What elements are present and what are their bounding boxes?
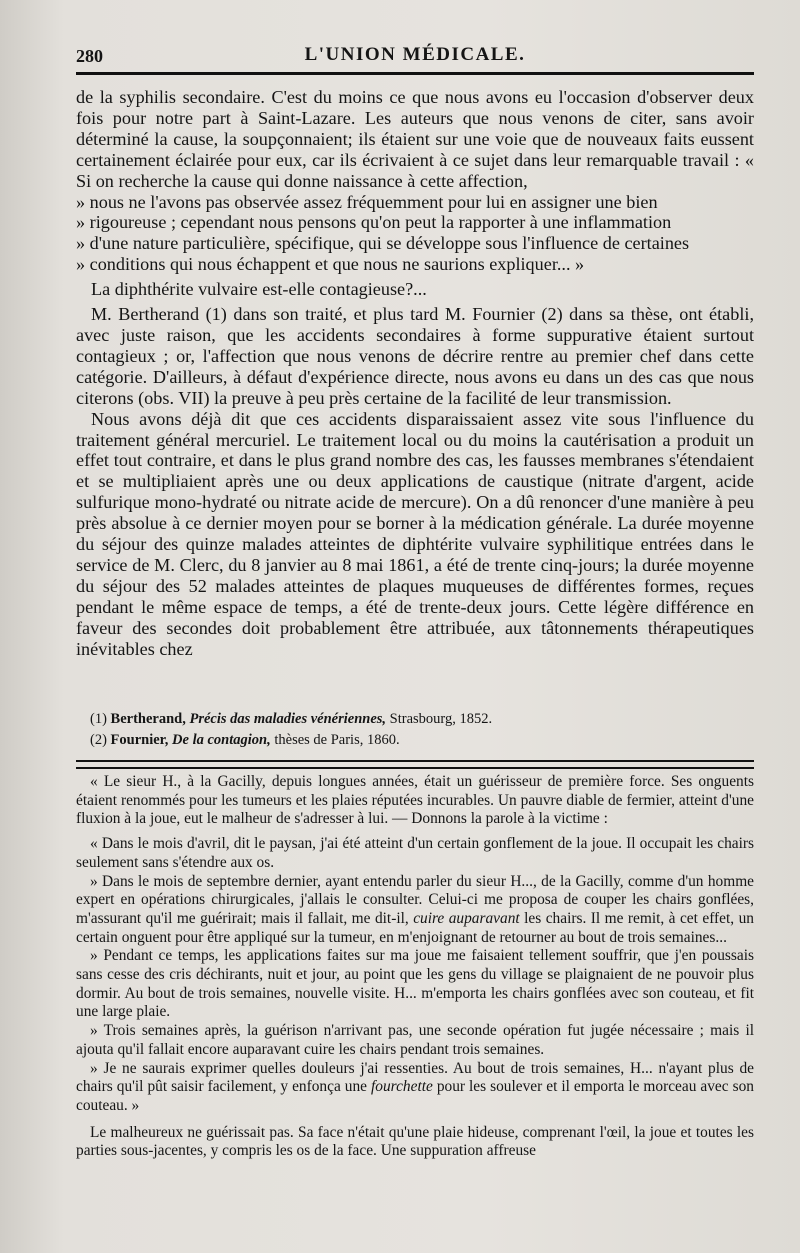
quote-line: » rigoureuse ; cependant nous pensons qu'on peut la rapporter à une inflammation — [76, 212, 672, 233]
running-head: L'UNION MÉDICALE. — [304, 44, 526, 65]
footnote-marker: (1) — [90, 711, 107, 727]
paragraph: de la syphilis secondaire. C'est du moins ce que nous avons eu l'occasion d'observer deux fois pour notre part à Saint-Lazare. Les auteurs que nous venons de citer, sans avoir déterminé la cause, la soupçonnaient; ils étaient sur une voie que de nouveaux faits eussent certainement éclairée pour eux, car ils écrivaient à ce sujet dans leur remarquable travail : « Si on recherche la cause qui donne naissance à cette affection, — [76, 87, 754, 191]
footnote-source: thèses de Paris, 1860. — [274, 732, 400, 748]
page-header — [76, 36, 754, 66]
paragraph — [76, 1060, 754, 1116]
footnote-marker: (2) — [90, 732, 107, 748]
footnotes — [90, 709, 754, 751]
paragraph: M. Bertherand (1) dans son traité, et plus tard M. Fournier (2) dans sa thèse, ont établi, avec juste raison, que les accidents secondaires à forme suppurative étaient surtout contagieux ; or, l'affection que nous venons de décrire rentre au premier chef dans cette catégorie. D'ailleurs, à défaut d'expérience directe, nous avons eu dans un des cas que nous citerons (obs. VII) la preuve à peu près certaine de la facilité de leur transmission. — [76, 304, 754, 408]
footnote-1 — [90, 709, 754, 730]
footnote-title: De la contagion, — [172, 732, 271, 748]
feuilleton-divider — [76, 760, 754, 769]
text-run: les chairs. Il me remit, à cet effet, un certain onguent pour être appliqué sur la tumeur, en m'enjoignant de retourner au bout de trois semaines... — [76, 909, 754, 946]
paragraph: « Le sieur H., à la Gacilly, depuis longues années, était un guérisseur de première force. Ses onguents étaient renommés pour les tumeurs et les plaies réputées incurables. Un pauvre diable de fermier, atteint d'une fluxion à la joue, eut le malheur de s'adresser à lui. — Donnons la parole à la victime : — [76, 773, 754, 828]
emphasis: cuire auparavant — [413, 909, 520, 927]
paragraph — [76, 873, 754, 948]
paragraph: » Trois semaines après, la guérison n'arrivant pas, une seconde opération fut jugée nécessaire ; mais il ajouta qu'il fallait encore auparavant cuire les chairs pendant trois semaines. — [76, 1022, 754, 1058]
text-run: » Je ne saurais exprimer quelles douleurs j'ai ressenties. Au bout de trois semaines, H... n'ayant plus de chairs qu'il pût saisir facilement, y enfonça une — [76, 1059, 754, 1096]
footnote-author: Bertherand, — [110, 711, 186, 727]
paragraph: Nous avons déjà dit que ces accidents disparaissaient assez vite sous l'influence du traitement général mercuriel. Le traitement local ou du moins la cautérisation a produit un effet tout contraire, et dans le plus grand nombre des cas, les fausses membranes s'étendaient et se multipliaient après une ou deux applications de caustique (nitrate d'argent, acide sulfurique mono-hydraté ou nitrate acide de mercure). On a dû renoncer d'une manière à peu près absolue à ce dernier moyen pour se borner à la médication générale. La durée moyenne du séjour des quinze malades atteintes de diphtérite vulvaire syphilitique entrées dans le service de M. Clerc, du 8 janvier au 8 mai 1861, a été de trente cinq-jours; la durée moyenne du séjour des 52 malades atteintes de plaques muqueuses de différentes formes, reçues pendant le même espace de temps, a été de trente-deux jours. Cette légère différence en faveur des secondes doit probablement être attribuée, aux tâtonnements thérapeutiques inévitables chez — [76, 408, 754, 659]
feuilleton-column — [76, 773, 754, 1167]
footnote-author: Fournier, — [110, 732, 169, 748]
page-number: 280 — [76, 46, 103, 66]
header-rule — [76, 72, 754, 75]
footnote-title: Précis das maladies vénériennes, — [189, 711, 387, 727]
main-column — [76, 87, 754, 659]
footnote-source: Strasbourg, 1852. — [389, 711, 493, 727]
paragraph: Le malheureux ne guérissait pas. Sa face n'était qu'une plaie hideuse, comprenant l'œil, la joue et toutes les parties sous-jacentes, y compris les os de la face. Une suppuration affreuse — [76, 1123, 754, 1160]
quote-line: » conditions qui nous échappent et que nous ne saurions expliquer... » — [76, 254, 585, 275]
text-run: pour les soulever et il emporta le morceau avec son couteau. » — [76, 1078, 754, 1114]
paragraph: » Pendant ce temps, les applications faites sur ma joue me faisaient tellement souffrir, que j'en poussais sans cesse des cris déchirants, nuit et jour, au point que les gens du village se plaignaient de ne pouvoir plus dormir. Au bout de trois semaines, nouvelle visite. H... m'emporta les chairs gonflées avec son couteau, et fit une large plaie. — [76, 947, 754, 1021]
quote-line: » d'une nature particulière, spécifique, qui se développe sous l'influence de certaines — [76, 233, 690, 254]
footnote-2 — [90, 730, 754, 751]
paragraph: « Dans le mois d'avril, dit le paysan, j'ai été atteint d'un certain gonflement de la joue. Il occupait les chairs seulement sans s'étendre aux os. — [76, 835, 754, 871]
emphasis: fourchette — [371, 1078, 433, 1096]
quote-line: » nous ne l'avons pas observée assez fréquemment pour lui en assigner une bien — [76, 191, 658, 212]
text-run: » Dans le mois de septembre dernier, ayant entendu parler du sieur H..., de la Gacilly, comme d'un homme expert en opérations chirurgicales, j'allais le consulter. Celui-ci me proposa de couper les chairs gonflées, m'assurant qu'il me guérirait; mais il fallait, me dit-il, — [76, 872, 754, 927]
paragraph: La diphthérite vulvaire est-elle contagieuse?... — [91, 279, 427, 300]
